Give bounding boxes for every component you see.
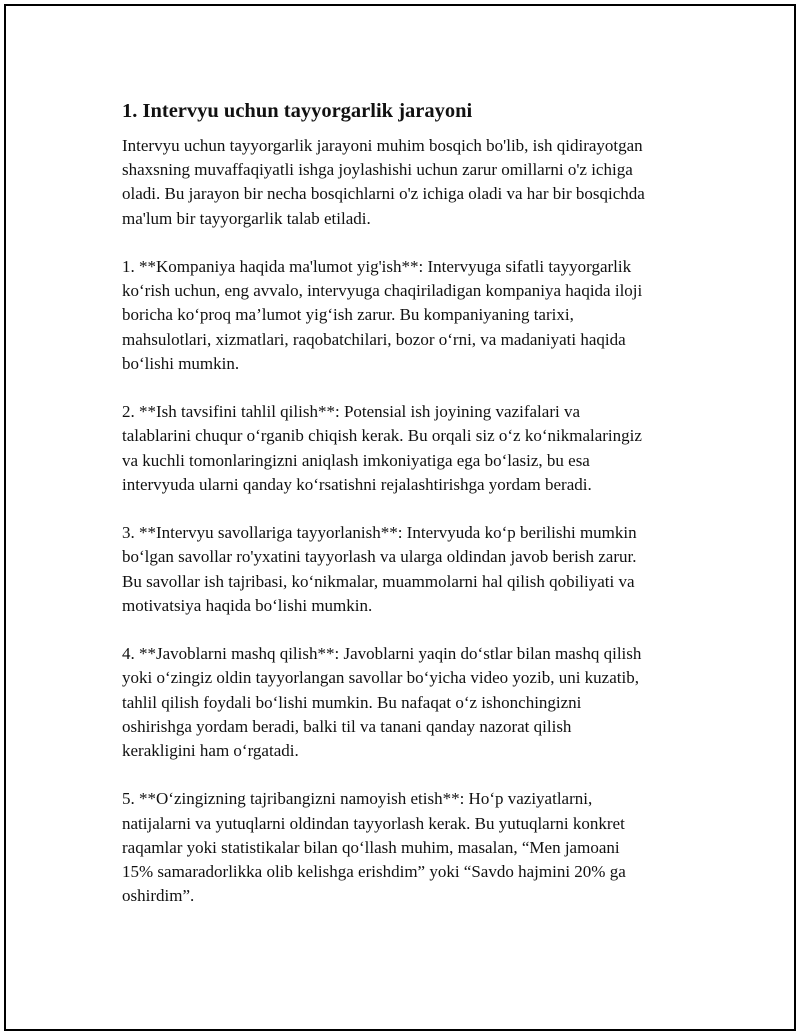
text-line: ko‘rish uchun, eng avvalo, intervyuga chaqiriladigan kompaniya haqida iloji <box>122 281 643 301</box>
text-line: bo‘lgan savollar ro'yxatini tayyorlash va ularga oldindan javob berish zarur. <box>122 547 637 567</box>
text-line: oshirishga yordam beradi, balki til va tanani qanday nazorat qilish <box>122 716 572 736</box>
text-line: 5. **O‘zingizning tajribangizni namoyish etish**: Ho‘p vaziyatlarni, <box>122 789 593 809</box>
text-line: Bu savollar ish tajribasi, ko‘nikmalar, muammolarni hal qilish qobiliyati va <box>122 571 635 591</box>
text-line: 1. **Kompaniya haqida ma'lumot yig'ish**: Intervyuga sifatli tayyorgarlik <box>122 257 632 276</box>
text-line: intervyuda ularni qanday ko‘rsatishni rejalashtirishga yordam beradi. <box>122 474 592 494</box>
text-line: Intervyu uchun tayyorgarlik jarayoni muhim bosqich bo'lib, ish qidirayotgan <box>122 136 643 155</box>
step-1-paragraph <box>122 255 702 376</box>
document-body <box>122 98 702 933</box>
step-5-paragraph <box>122 787 702 908</box>
text-line: ma'lum bir tayyorgarlik talab etiladi. <box>122 208 371 228</box>
text-line: 2. **Ish tavsifini tahlil qilish**: Potensial ish joyining vazifalari va <box>122 402 580 422</box>
text-line: bo‘lishi mumkin. <box>122 353 240 373</box>
text-line: raqamlar yoki statistikalar bilan qo‘llash muhim, masalan, “Men jamoani <box>122 837 620 857</box>
text-line: va kuchli tomonlaringizni aniqlash imkoniyatiga ega bo‘lasiz, bu esa <box>122 450 590 470</box>
text-line: 4. **Javoblarni mashq qilish**: Javoblarni yaqin do‘stlar bilan mashq qilish <box>122 644 642 664</box>
text-line: tahlil qilish foydali bo‘lishi mumkin. Bu nafaqat o‘z ishonchingizni <box>122 692 582 712</box>
text-line: motivatsiya haqida bo‘lishi mumkin. <box>122 595 373 615</box>
intro-paragraph <box>122 134 702 231</box>
text-line: yoki o‘zingiz oldin tayyorlangan savollar bo‘yicha video yozib, uni kuzatib, <box>122 668 639 688</box>
step-2-paragraph <box>122 400 702 497</box>
step-3-paragraph <box>122 521 702 618</box>
text-line: oshirdim”. <box>122 886 195 906</box>
text-line: natijalarni va yutuqlarni oldindan tayyorlash kerak. Bu yutuqlarni konkret <box>122 813 625 833</box>
text-line: boricha ko‘proq ma’lumot yig‘ish zarur. Bu kompaniyaning tarixi, <box>122 305 574 325</box>
text-line: talablarini chuqur o‘rganib chiqish kerak. Bu orqali siz o‘z ko‘nikmalaringiz <box>122 426 642 446</box>
text-line: kerakligini ham o‘rgatadi. <box>122 741 299 761</box>
text-line: 3. **Intervyu savollariga tayyorlanish**: Intervyuda ko‘p berilishi mumkin <box>122 523 637 543</box>
text-line: oladi. Bu jarayon bir necha bosqichlarni o'z ichiga oladi va har bir bosqichda <box>122 184 645 204</box>
section-heading: 1. Intervyu uchun tayyorgarlik jarayoni <box>122 100 473 122</box>
text-line: 15% samaradorlikka olib kelishga erishdim” yoki “Savdo hajmini 20% ga <box>122 862 626 882</box>
document-page <box>4 4 796 1031</box>
text-line: mahsulotlari, xizmatlari, raqobatchilari, bozor o‘rni, va madaniyati haqida <box>122 329 626 349</box>
step-4-paragraph <box>122 642 702 763</box>
text-line: shaxsning muvaffaqiyatli ishga joylashishi uchun zarur omillarni o'z ichiga <box>122 160 633 180</box>
